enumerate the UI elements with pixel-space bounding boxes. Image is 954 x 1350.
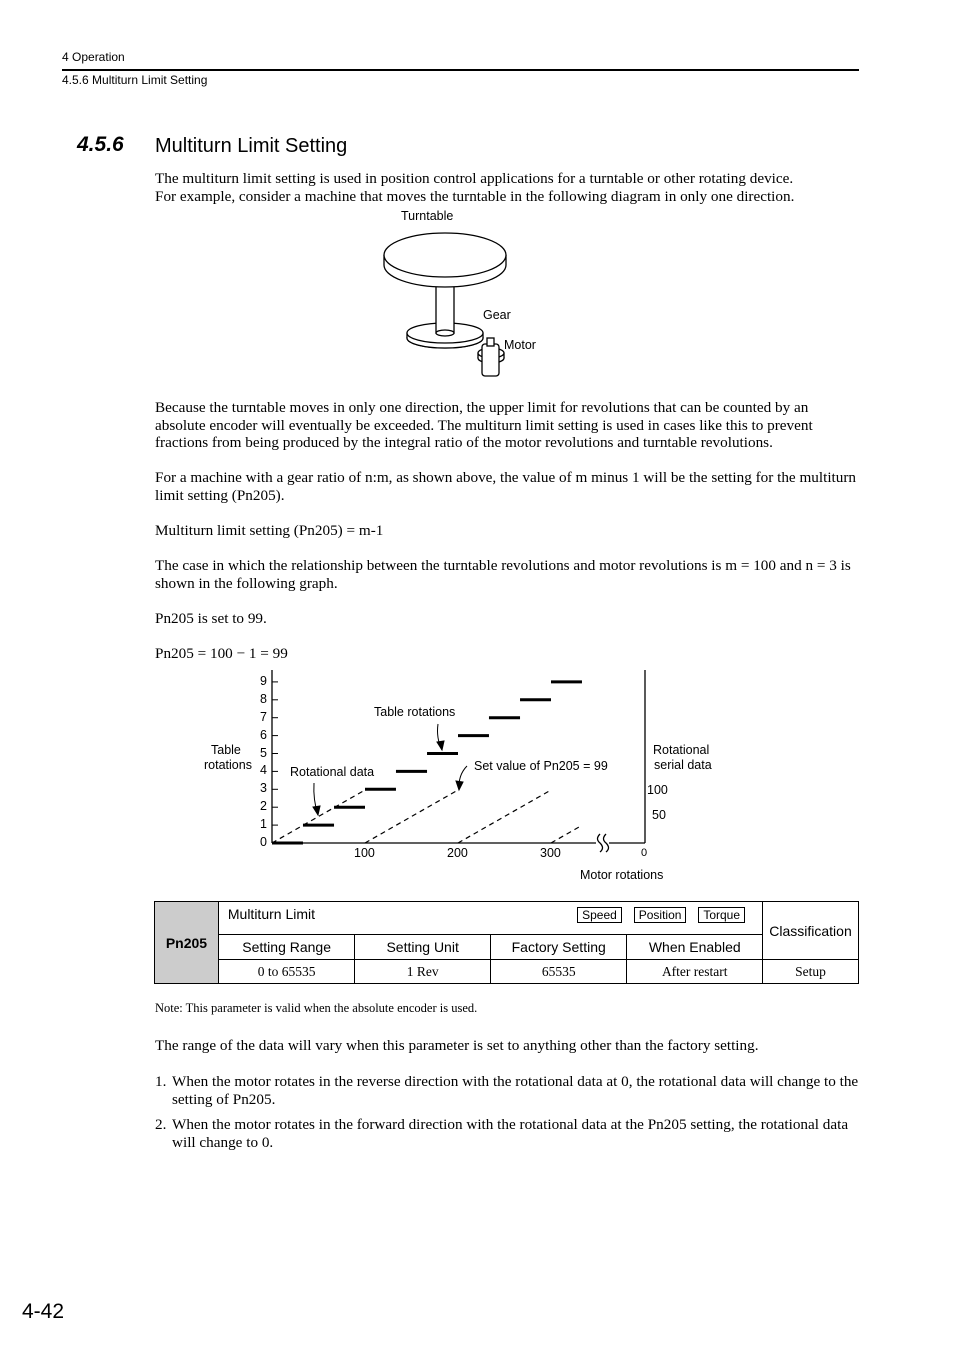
y-right-label-line1: Rotational xyxy=(653,743,710,757)
y-left-tick-4: 4 xyxy=(260,763,267,778)
motor-label: Motor xyxy=(504,338,536,352)
y-left-tick-3: 3 xyxy=(260,781,267,796)
classification-header: Classification xyxy=(763,902,859,960)
axis-break-1 xyxy=(598,834,603,852)
intro-line-2: For example, consider a machine that moves the turntable in the following diagram in only one direction. xyxy=(155,188,795,205)
x-end-tick: 0 xyxy=(641,847,648,859)
intro-line-1: The multiturn limit setting is used in position control applications for a turntable or other rotating device. xyxy=(155,170,794,187)
y-right-tick-50: 50 xyxy=(652,808,666,822)
list-item-1-text: When the motor rotates in the reverse direction with the rotational data at 0, the rotational data will change to the setting of Pn205. xyxy=(172,1073,859,1108)
value-when-enabled: After restart xyxy=(627,960,763,984)
torque-tag: Torque xyxy=(698,907,745,923)
paragraph-gear-ratio: For a machine with a gear ratio of n:m, as shown above, the value of m minus 1 will be the setting for the multiturn limit setting (Pn205). xyxy=(155,469,856,504)
gear-label: Gear xyxy=(483,308,511,322)
page-number: 4-42 xyxy=(22,1300,65,1323)
list-item-2-text: When the motor rotates in the forward direction with the rotational data at the Pn205 setting, the rotational data will change to 0. xyxy=(172,1116,849,1151)
list-item-2-number: 2. xyxy=(155,1116,167,1133)
paragraph-pn205-set: Pn205 is set to 99. xyxy=(155,610,267,627)
header-factory-setting: Factory Setting xyxy=(490,935,627,960)
y-right-label-line2: serial data xyxy=(654,758,712,772)
rotational-data-arrowhead xyxy=(313,806,320,815)
paragraph-pn205-calc: Pn205 = 100 − 1 = 99 xyxy=(155,645,288,662)
list-item-1-number: 1. xyxy=(155,1073,167,1090)
x-axis-label: Motor rotations xyxy=(580,868,664,882)
y-left-tick-8: 8 xyxy=(260,691,267,706)
y-left-tick-5: 5 xyxy=(260,745,267,760)
value-classification: Setup xyxy=(763,960,859,984)
rotational-data-ramp-2 xyxy=(458,791,550,843)
rotational-data-ramp-3 xyxy=(551,827,579,843)
value-factory-setting: 65535 xyxy=(490,960,627,984)
header-setting-unit: Setting Unit xyxy=(355,935,491,960)
header-when-enabled: When Enabled xyxy=(627,935,763,960)
y-left-label-line2: rotations xyxy=(204,758,252,772)
note: Note: This parameter is valid when the absolute encoder is used. xyxy=(155,1001,478,1015)
section-title: Multiturn Limit Setting xyxy=(155,135,348,157)
y-left-label-line1: Table xyxy=(211,743,241,757)
table-rotations-arrowhead xyxy=(437,741,444,750)
y-left-tick-6: 6 xyxy=(260,727,267,742)
value-setting-range: 0 to 65535 xyxy=(218,960,355,984)
parameter-name: Multiturn Limit xyxy=(227,906,316,922)
parameter-table xyxy=(154,901,859,984)
y-left-tick-2: 2 xyxy=(260,799,267,814)
x-tick-300: 300 xyxy=(540,846,561,860)
x-tick-100: 100 xyxy=(354,846,375,860)
y-left-tick-0: 0 xyxy=(260,835,267,849)
rotational-data-ramp-0 xyxy=(272,791,364,843)
running-header-section: 4.5.6 Multiturn Limit Setting xyxy=(62,73,208,87)
turntable-label: Turntable xyxy=(401,209,454,223)
x-tick-200: 200 xyxy=(447,846,468,860)
running-header-chapter: 4 Operation xyxy=(62,50,125,64)
y-right-tick-100: 100 xyxy=(647,783,668,797)
set-value-arrowhead xyxy=(456,781,463,790)
parameter-number: Pn205 xyxy=(155,902,219,984)
y-left-tick-1: 1 xyxy=(260,817,267,832)
paragraph-graph-intro: The case in which the relationship between the turntable revolutions and motor revolutions is m = 100 and n = 3 is shown in the following graph. xyxy=(155,557,851,592)
paragraph-absolute-encoder: Because the turntable moves in only one direction, the upper limit for revolutions that can be counted by an absolute encoder will eventually be exceeded. The multiturn limit setting is used in cases like this to prevent fractions from being produced by the integral ratio of the motor revolutions and turntable revolutions. xyxy=(155,399,813,451)
section-number: 4.5.6 xyxy=(77,133,124,156)
y-left-tick-7: 7 xyxy=(260,709,267,724)
speed-tag: Speed xyxy=(577,907,622,923)
header-setting-range: Setting Range xyxy=(218,935,355,960)
annotation-rotational-data: Rotational data xyxy=(290,765,375,779)
value-setting-unit: 1 Rev xyxy=(355,960,491,984)
parameter-name-cell xyxy=(218,902,762,935)
axis-break-2 xyxy=(604,834,609,852)
range-paragraph: The range of the data will vary when this parameter is set to anything other than the factory setting. xyxy=(155,1037,759,1054)
paragraph-formula: Multiturn limit setting (Pn205) = m-1 xyxy=(155,522,384,539)
annotation-table-rotations: Table rotations xyxy=(374,705,456,719)
y-left-tick-9: 9 xyxy=(260,673,267,688)
annotation-set-value: Set value of Pn205 = 99 xyxy=(474,759,608,773)
rotational-data-ramp-1 xyxy=(365,791,457,843)
position-tag: Position xyxy=(634,907,687,923)
